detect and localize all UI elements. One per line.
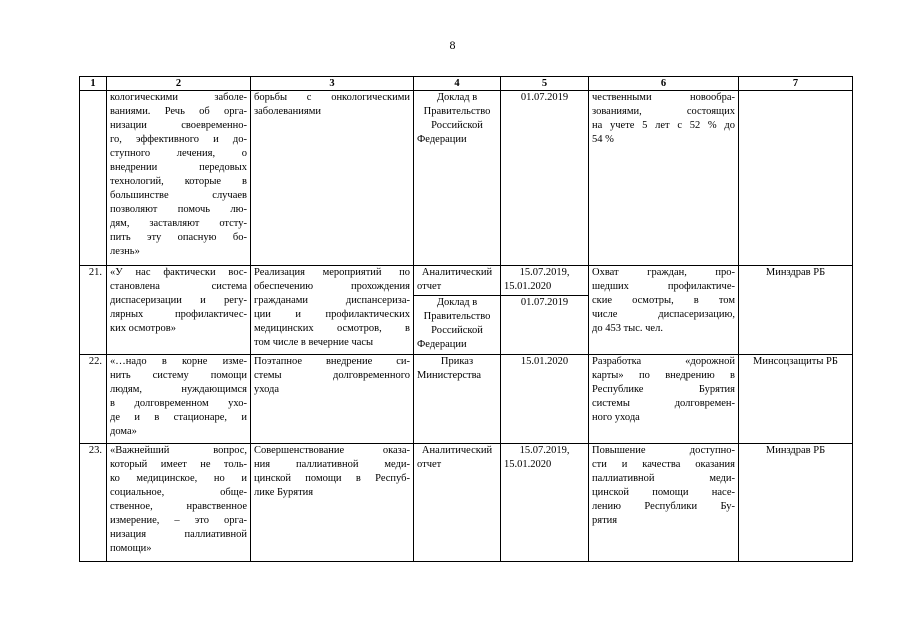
text-line: заболеваниями — [254, 106, 321, 117]
text-line: Федерации — [417, 339, 467, 350]
table-row — [80, 444, 853, 562]
table-row — [80, 355, 853, 444]
document-type-cell — [414, 91, 501, 266]
text-line: ции и профилактических — [254, 309, 410, 320]
text-line: цинской помощи насе- — [592, 487, 735, 498]
text-line: «Важнейший вопрос, — [110, 445, 247, 456]
text-line: Правительство — [423, 311, 491, 322]
text-line: ступного лечения, о — [110, 148, 247, 159]
text-line: низации своевременно- — [110, 120, 247, 131]
text-line: рятия — [592, 515, 618, 526]
text-line: числе диспасеризацию, — [592, 309, 735, 320]
header-cell-5: 5 — [501, 77, 589, 91]
header-cell-4: 4 — [414, 77, 501, 91]
text-line: 54 % — [592, 134, 614, 145]
text-line: том числе в вечерние часы — [254, 337, 374, 348]
text-line: медицинских осмотров, в — [254, 323, 410, 334]
text-line: паллиативной меди- — [592, 473, 735, 484]
text-line: Республике Бурятия — [592, 384, 735, 395]
text-line: внедрении передовых — [110, 162, 247, 173]
text-line: Повышение доступно- — [592, 445, 735, 456]
header-cell-2: 2 — [107, 77, 251, 91]
text-line: становлена система — [110, 281, 247, 292]
text-line: технологий, которые в — [110, 176, 247, 187]
deadline-government-report: 01.07.2019 — [520, 297, 569, 308]
text-line: чественными новообра- — [592, 92, 735, 103]
document-type-cell — [414, 444, 501, 562]
measure-cell — [251, 444, 414, 562]
text-line: ственное, нравственное — [110, 501, 247, 512]
deadline-report — [501, 266, 588, 296]
header-cell-6: 6 — [589, 77, 739, 91]
text-line: ного ухода — [592, 412, 640, 423]
text-line: Приказ — [440, 356, 474, 367]
result-cell — [589, 444, 739, 562]
text-line: людям, нуждающимся — [110, 384, 247, 395]
deadline-cell — [501, 444, 589, 562]
text-line: на учете 5 лет с 52 % до — [592, 120, 735, 131]
text-line: «У нас фактически вос- — [110, 267, 247, 278]
text-line: Российской — [431, 325, 483, 336]
measure-cell — [251, 266, 414, 355]
text-line: го, эффективного и до- — [110, 134, 247, 145]
text-line: 15.07.2019, — [519, 267, 570, 278]
text-line: Доклад в — [436, 297, 478, 308]
text-line: ко медицинское, но и — [110, 473, 247, 484]
header-cell-1: 1 — [80, 77, 107, 91]
result-cell — [589, 355, 739, 444]
text-line: 15.07.2019, — [519, 445, 570, 456]
document-type-report — [414, 266, 500, 296]
document-type-cell — [414, 355, 501, 444]
text-line: де и в стационаре, и — [110, 412, 247, 423]
text-line: большинстве случаев — [110, 190, 247, 201]
text-line: кологическими заболе- — [110, 92, 247, 103]
header-cell-3: 3 — [251, 77, 414, 91]
text-line: Российской — [431, 120, 483, 131]
text-line: нить систему помощи — [110, 370, 247, 381]
deadline-cell — [501, 266, 589, 355]
result-cell — [589, 266, 739, 355]
quote-cell — [107, 91, 251, 266]
text-line: карты» по внедрению в — [592, 370, 735, 381]
text-line: борьбы с онкологическими — [254, 92, 410, 103]
text-line: отчет — [417, 281, 442, 292]
responsible-cell: Минздрав РБ — [739, 444, 853, 562]
row-number: 21. — [80, 266, 107, 355]
measures-table — [79, 76, 853, 562]
row-number: 23. — [80, 444, 107, 562]
text-line: социальное, обще- — [110, 487, 247, 498]
text-line: в долговременном ухо- — [110, 398, 247, 409]
text-line: лике Бурятия — [254, 487, 314, 498]
text-line: дома» — [110, 426, 137, 437]
text-line: Аналитический — [421, 267, 493, 278]
text-line: лярных профилактичес- — [110, 309, 247, 320]
deadline-cell: 15.01.2020 — [501, 355, 589, 444]
text-line: Федерации — [417, 134, 467, 145]
text-line: «…надо в корне изме- — [110, 356, 247, 367]
text-line: позволяют помочь лю- — [110, 204, 247, 215]
quote-cell — [107, 266, 251, 355]
deadline-cell: 01.07.2019 — [501, 91, 589, 266]
text-line: Доклад в — [436, 92, 478, 103]
text-line: сти и качества оказания — [592, 459, 735, 470]
text-line: гражданами диспансериза- — [254, 295, 410, 306]
text-line: обеспечению прохождения — [254, 281, 410, 292]
text-line: Правительство — [423, 106, 491, 117]
text-line: до 453 тыс. чел. — [592, 323, 663, 334]
responsible-cell — [739, 91, 853, 266]
header-cell-7: 7 — [739, 77, 853, 91]
text-line: помощи» — [110, 543, 152, 554]
text-line: ваниями. Речь об орга- — [110, 106, 247, 117]
text-line: Совершенствование оказа- — [254, 445, 410, 456]
quote-cell — [107, 355, 251, 444]
responsible-cell: Минздрав РБ — [739, 266, 853, 355]
text-line: диспасеризации и регу- — [110, 295, 247, 306]
measure-cell — [251, 355, 414, 444]
text-line: низация паллиативной — [110, 529, 247, 540]
document-type-government-report — [414, 296, 500, 353]
row-number: 22. — [80, 355, 107, 444]
text-line: лезнь» — [110, 246, 140, 257]
text-line: цинской помощи в Респуб- — [254, 473, 410, 484]
text-line: шедших профилактиче- — [592, 281, 735, 292]
header-row — [80, 77, 853, 91]
text-line: ких осмотров» — [110, 323, 176, 334]
text-line: ния паллиативной меди- — [254, 459, 410, 470]
table-row-continued — [80, 91, 853, 266]
text-line: стемы долговременного — [254, 370, 410, 381]
text-line: 15.01.2020 — [504, 281, 552, 292]
text-line: измерение, – это орга- — [110, 515, 247, 526]
measure-cell — [251, 91, 414, 266]
text-line: отчет — [417, 459, 442, 470]
text-line: Реализация мероприятий по — [254, 267, 410, 278]
row-number — [80, 91, 107, 266]
text-line: Министерства — [417, 370, 482, 381]
responsible-cell: Минсоцзащиты РБ — [739, 355, 853, 444]
text-line: Охват граждан, про- — [592, 267, 735, 278]
text-line: Разработка «дорожной — [592, 356, 735, 367]
text-line: лению Республики Бу- — [592, 501, 735, 512]
text-line: который имеет не толь- — [110, 459, 247, 470]
result-cell — [589, 91, 739, 266]
text-line: Поэтапное внедрение си- — [254, 356, 410, 367]
text-line: 15.01.2020 — [504, 459, 552, 470]
text-line: системы долговремен- — [592, 398, 735, 409]
text-line: дям, заставляют отсту- — [110, 218, 247, 229]
text-line: зованиями, состоящих — [592, 106, 735, 117]
quote-cell — [107, 444, 251, 562]
text-line: Аналитический — [421, 445, 493, 456]
text-line: пить эту опасную бо- — [110, 232, 247, 243]
text-line: ухода — [254, 384, 280, 395]
table-row — [80, 266, 853, 355]
document-type-cell — [414, 266, 501, 355]
page-number: 8 — [449, 38, 456, 52]
text-line: ские осмотры, в том — [592, 295, 735, 306]
